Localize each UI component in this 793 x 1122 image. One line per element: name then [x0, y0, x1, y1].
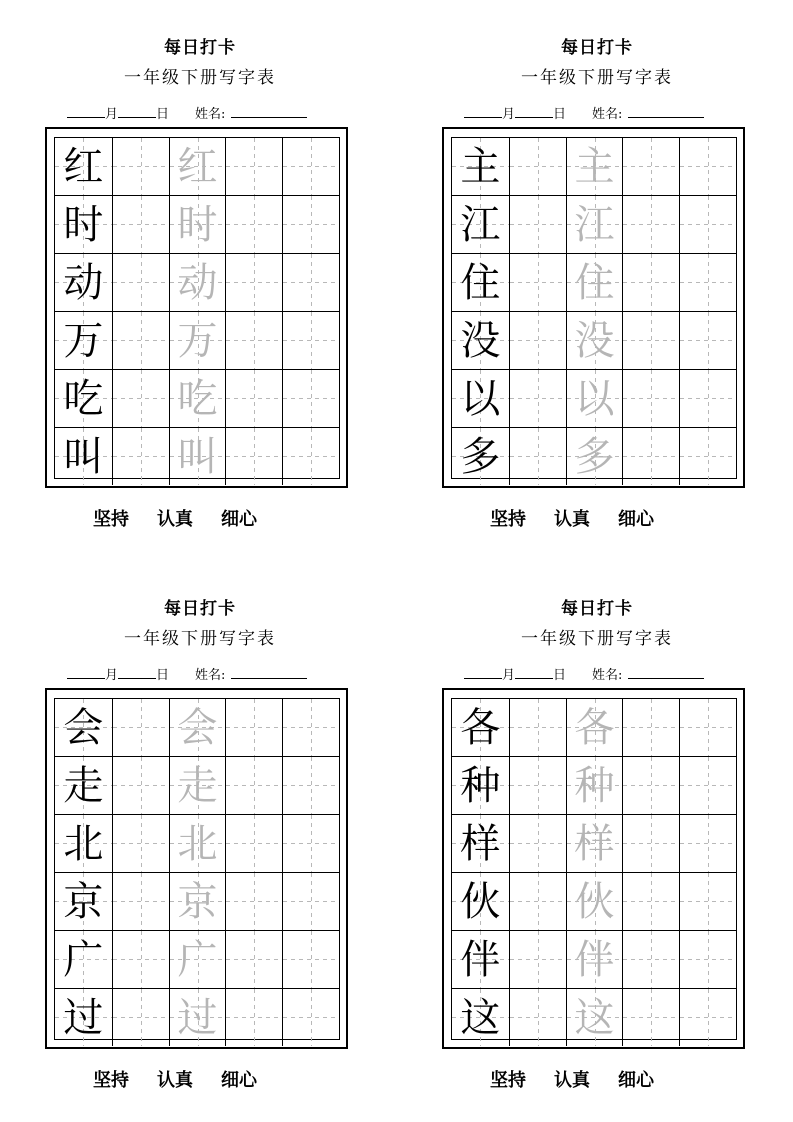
practice-cell[interactable]: [225, 931, 282, 988]
trace-cell: [566, 312, 623, 369]
tian-grid: [54, 137, 340, 479]
practice-cell[interactable]: [282, 699, 339, 756]
practice-cell[interactable]: [679, 254, 736, 311]
trace-character: 主: [574, 143, 615, 190]
trace-cell: [566, 370, 623, 427]
practice-cell[interactable]: [225, 138, 282, 195]
trace-cell: [566, 254, 623, 311]
practice-cell[interactable]: [282, 931, 339, 988]
trace-character: 伙: [574, 878, 615, 925]
sheet-subtitle: 一年级下册写字表: [124, 68, 276, 88]
practice-cell[interactable]: [622, 873, 679, 930]
grid-row: [55, 814, 339, 872]
trace-character: 伴: [574, 936, 615, 983]
trace-character: 种: [574, 762, 615, 809]
month-blank[interactable]: [67, 665, 105, 679]
trace-character: 各: [574, 704, 615, 751]
practice-cell[interactable]: [282, 815, 339, 872]
practice-cell[interactable]: [282, 196, 339, 253]
trace-cell: [169, 873, 226, 930]
grid-row: [452, 138, 736, 195]
model-character: 红: [63, 143, 104, 190]
practice-cell[interactable]: [622, 931, 679, 988]
month-blank[interactable]: [464, 665, 502, 679]
model-character: 广: [63, 936, 104, 983]
practice-cell[interactable]: [509, 815, 566, 872]
grid-row: [55, 988, 339, 1046]
writing-frame: [45, 127, 348, 488]
practice-cell[interactable]: [679, 815, 736, 872]
practice-cell[interactable]: [622, 312, 679, 369]
motto-word: 细心: [221, 1070, 257, 1091]
motto-word: 认真: [554, 1070, 590, 1091]
grid-row: [55, 930, 339, 988]
trace-cell: [566, 196, 623, 253]
grid-row: [55, 872, 339, 930]
month-label: 月: [502, 107, 516, 122]
practice-cell[interactable]: [282, 254, 339, 311]
model-cell: [55, 370, 112, 427]
date-name-line: [464, 664, 704, 683]
grid-row: [452, 814, 736, 872]
day-blank[interactable]: [515, 104, 553, 118]
model-character: 样: [460, 820, 501, 867]
day-label: 日: [156, 107, 170, 122]
day-blank[interactable]: [118, 665, 156, 679]
model-cell: [452, 815, 509, 872]
motto-word: 坚持: [93, 1070, 129, 1091]
practice-cell[interactable]: [282, 312, 339, 369]
name-blank[interactable]: [628, 104, 704, 118]
practice-cell[interactable]: [679, 699, 736, 756]
tian-grid: [54, 698, 340, 1040]
trace-cell: [566, 989, 623, 1046]
sheet-title: 每日打卡: [164, 599, 236, 619]
practice-cell[interactable]: [225, 699, 282, 756]
name-label: 姓名:: [195, 668, 226, 683]
model-cell: [452, 254, 509, 311]
model-cell: [452, 931, 509, 988]
trace-character: 广: [177, 936, 218, 983]
practice-cell[interactable]: [225, 370, 282, 427]
model-cell: [452, 196, 509, 253]
practice-cell[interactable]: [112, 699, 169, 756]
grid-row: [452, 872, 736, 930]
practice-cell[interactable]: [622, 757, 679, 814]
model-character: 没: [460, 317, 501, 364]
practice-cell[interactable]: [509, 757, 566, 814]
practice-cell[interactable]: [622, 989, 679, 1046]
model-character: 主: [460, 143, 501, 190]
practice-cell[interactable]: [622, 370, 679, 427]
practice-cell[interactable]: [225, 428, 282, 485]
trace-character: 万: [177, 317, 218, 364]
trace-cell: [566, 428, 623, 485]
grid-row: [55, 756, 339, 814]
practice-cell[interactable]: [225, 757, 282, 814]
practice-cell[interactable]: [622, 196, 679, 253]
motto-word: 细心: [221, 509, 257, 530]
date-name-line: [464, 103, 704, 122]
practice-cell[interactable]: [112, 873, 169, 930]
model-cell: [452, 370, 509, 427]
tian-grid: [451, 698, 737, 1040]
grid-row: [452, 311, 736, 369]
trace-cell: [566, 699, 623, 756]
sheet-subtitle: 一年级下册写字表: [124, 629, 276, 649]
writing-frame: [442, 127, 745, 488]
model-cell: [55, 989, 112, 1046]
practice-cell[interactable]: [622, 138, 679, 195]
practice-cell[interactable]: [509, 370, 566, 427]
name-blank[interactable]: [231, 665, 307, 679]
practice-cell[interactable]: [679, 196, 736, 253]
name-label: 姓名:: [592, 668, 623, 683]
practice-cell[interactable]: [679, 428, 736, 485]
trace-character: 没: [574, 317, 615, 364]
month-blank[interactable]: [67, 104, 105, 118]
model-character: 京: [63, 878, 104, 925]
practice-cell[interactable]: [112, 196, 169, 253]
trace-character: 过: [177, 994, 218, 1041]
practice-cell[interactable]: [282, 138, 339, 195]
practice-cell[interactable]: [509, 989, 566, 1046]
model-cell: [452, 312, 509, 369]
motto-word: 坚持: [490, 509, 526, 530]
trace-character: 江: [574, 201, 615, 248]
practice-cell[interactable]: [679, 757, 736, 814]
model-character: 住: [460, 259, 501, 306]
trace-cell: [169, 254, 226, 311]
practice-cell[interactable]: [282, 428, 339, 485]
motto: [93, 1066, 257, 1092]
practice-cell[interactable]: [679, 989, 736, 1046]
month-blank[interactable]: [464, 104, 502, 118]
practice-cell[interactable]: [622, 699, 679, 756]
practice-cell[interactable]: [112, 989, 169, 1046]
name-label: 姓名:: [592, 107, 623, 122]
practice-cell[interactable]: [225, 196, 282, 253]
day-label: 日: [553, 107, 567, 122]
sheet-subtitle: 一年级下册写字表: [521, 68, 673, 88]
sheet-title: 每日打卡: [561, 599, 633, 619]
model-character: 动: [63, 259, 104, 306]
motto-word: 坚持: [490, 1070, 526, 1091]
model-character: 万: [63, 317, 104, 364]
practice-cell[interactable]: [225, 254, 282, 311]
trace-character: 红: [177, 143, 218, 190]
model-character: 会: [63, 704, 104, 751]
trace-character: 北: [177, 820, 218, 867]
grid-row: [55, 369, 339, 427]
practice-cell[interactable]: [112, 254, 169, 311]
trace-character: 动: [177, 259, 218, 306]
model-character: 走: [63, 762, 104, 809]
practice-cell[interactable]: [112, 931, 169, 988]
writing-frame: [45, 688, 348, 1049]
trace-cell: [169, 989, 226, 1046]
motto-word: 认真: [554, 509, 590, 530]
practice-cell[interactable]: [679, 370, 736, 427]
model-cell: [452, 138, 509, 195]
practice-cell[interactable]: [509, 196, 566, 253]
motto: [93, 505, 257, 531]
practice-cell[interactable]: [509, 873, 566, 930]
name-label: 姓名:: [195, 107, 226, 122]
motto-word: 坚持: [93, 509, 129, 530]
motto-word: 认真: [157, 509, 193, 530]
trace-cell: [169, 699, 226, 756]
grid-row: [55, 427, 339, 485]
trace-character: 样: [574, 820, 615, 867]
trace-cell: [169, 138, 226, 195]
trace-cell: [566, 873, 623, 930]
trace-cell: [169, 428, 226, 485]
practice-cell[interactable]: [509, 931, 566, 988]
grid-row: [452, 699, 736, 756]
practice-cell[interactable]: [112, 815, 169, 872]
model-character: 多: [460, 433, 501, 480]
grid-row: [55, 253, 339, 311]
motto: [490, 1066, 654, 1092]
practice-cell[interactable]: [509, 254, 566, 311]
sheet-title: 每日打卡: [561, 38, 633, 58]
motto-word: 细心: [618, 509, 654, 530]
practice-cell[interactable]: [225, 312, 282, 369]
motto-word: 细心: [618, 1070, 654, 1091]
practice-cell[interactable]: [112, 138, 169, 195]
trace-character: 这: [574, 994, 615, 1041]
trace-cell: [169, 815, 226, 872]
trace-cell: [566, 757, 623, 814]
trace-character: 以: [574, 375, 615, 422]
practice-cell[interactable]: [679, 312, 736, 369]
day-label: 日: [553, 668, 567, 683]
model-cell: [452, 757, 509, 814]
practice-cell[interactable]: [112, 757, 169, 814]
motto: [490, 505, 654, 531]
grid-row: [55, 699, 339, 756]
model-character: 吃: [63, 375, 104, 422]
grid-row: [452, 427, 736, 485]
grid-row: [452, 930, 736, 988]
practice-cell[interactable]: [622, 815, 679, 872]
day-blank[interactable]: [118, 104, 156, 118]
model-cell: [55, 815, 112, 872]
trace-cell: [169, 370, 226, 427]
trace-cell: [169, 312, 226, 369]
sheet-subtitle: 一年级下册写字表: [521, 629, 673, 649]
sheet-title: 每日打卡: [164, 38, 236, 58]
name-blank[interactable]: [628, 665, 704, 679]
month-label: 月: [105, 107, 119, 122]
model-character: 各: [460, 704, 501, 751]
model-cell: [55, 138, 112, 195]
motto-word: 认真: [157, 1070, 193, 1091]
trace-character: 京: [177, 878, 218, 925]
practice-cell[interactable]: [112, 370, 169, 427]
trace-character: 走: [177, 762, 218, 809]
trace-cell: [169, 196, 226, 253]
trace-cell: [566, 931, 623, 988]
month-label: 月: [502, 668, 516, 683]
writing-frame: [442, 688, 745, 1049]
model-character: 伙: [460, 878, 501, 925]
model-cell: [452, 873, 509, 930]
model-character: 种: [460, 762, 501, 809]
model-character: 过: [63, 994, 104, 1041]
practice-cell[interactable]: [282, 873, 339, 930]
practice-cell[interactable]: [509, 138, 566, 195]
model-cell: [452, 428, 509, 485]
practice-cell[interactable]: [622, 428, 679, 485]
model-cell: [55, 699, 112, 756]
trace-character: 会: [177, 704, 218, 751]
day-blank[interactable]: [515, 665, 553, 679]
model-cell: [55, 196, 112, 253]
practice-cell[interactable]: [679, 138, 736, 195]
practice-cell[interactable]: [225, 989, 282, 1046]
model-cell: [55, 312, 112, 369]
practice-cell[interactable]: [679, 931, 736, 988]
model-character: 这: [460, 994, 501, 1041]
grid-row: [452, 195, 736, 253]
trace-character: 叫: [177, 433, 218, 480]
model-character: 北: [63, 820, 104, 867]
grid-row: [55, 311, 339, 369]
practice-cell[interactable]: [282, 757, 339, 814]
grid-row: [452, 253, 736, 311]
trace-character: 吃: [177, 375, 218, 422]
tian-grid: [451, 137, 737, 479]
grid-row: [55, 195, 339, 253]
month-label: 月: [105, 668, 119, 683]
practice-cell[interactable]: [112, 428, 169, 485]
practice-cell[interactable]: [225, 815, 282, 872]
practice-cell[interactable]: [225, 873, 282, 930]
grid-row: [55, 138, 339, 195]
trace-character: 住: [574, 259, 615, 306]
practice-cell[interactable]: [509, 312, 566, 369]
model-character: 时: [63, 201, 104, 248]
model-character: 江: [460, 201, 501, 248]
model-character: 叫: [63, 433, 104, 480]
practice-cell[interactable]: [509, 428, 566, 485]
model-character: 伴: [460, 936, 501, 983]
grid-row: [452, 369, 736, 427]
date-name-line: [67, 103, 307, 122]
model-cell: [55, 254, 112, 311]
name-blank[interactable]: [231, 104, 307, 118]
practice-cell[interactable]: [282, 370, 339, 427]
model-character: 以: [460, 375, 501, 422]
grid-row: [452, 756, 736, 814]
grid-row: [452, 988, 736, 1046]
trace-cell: [566, 815, 623, 872]
trace-cell: [566, 138, 623, 195]
date-name-line: [67, 664, 307, 683]
model-cell: [55, 428, 112, 485]
practice-cell[interactable]: [679, 873, 736, 930]
trace-character: 多: [574, 433, 615, 480]
practice-cell[interactable]: [112, 312, 169, 369]
practice-cell[interactable]: [282, 989, 339, 1046]
day-label: 日: [156, 668, 170, 683]
trace-cell: [169, 931, 226, 988]
model-cell: [55, 873, 112, 930]
practice-cell[interactable]: [622, 254, 679, 311]
model-cell: [452, 989, 509, 1046]
model-cell: [55, 757, 112, 814]
trace-character: 时: [177, 201, 218, 248]
model-cell: [452, 699, 509, 756]
practice-cell[interactable]: [509, 699, 566, 756]
trace-cell: [169, 757, 226, 814]
model-cell: [55, 931, 112, 988]
